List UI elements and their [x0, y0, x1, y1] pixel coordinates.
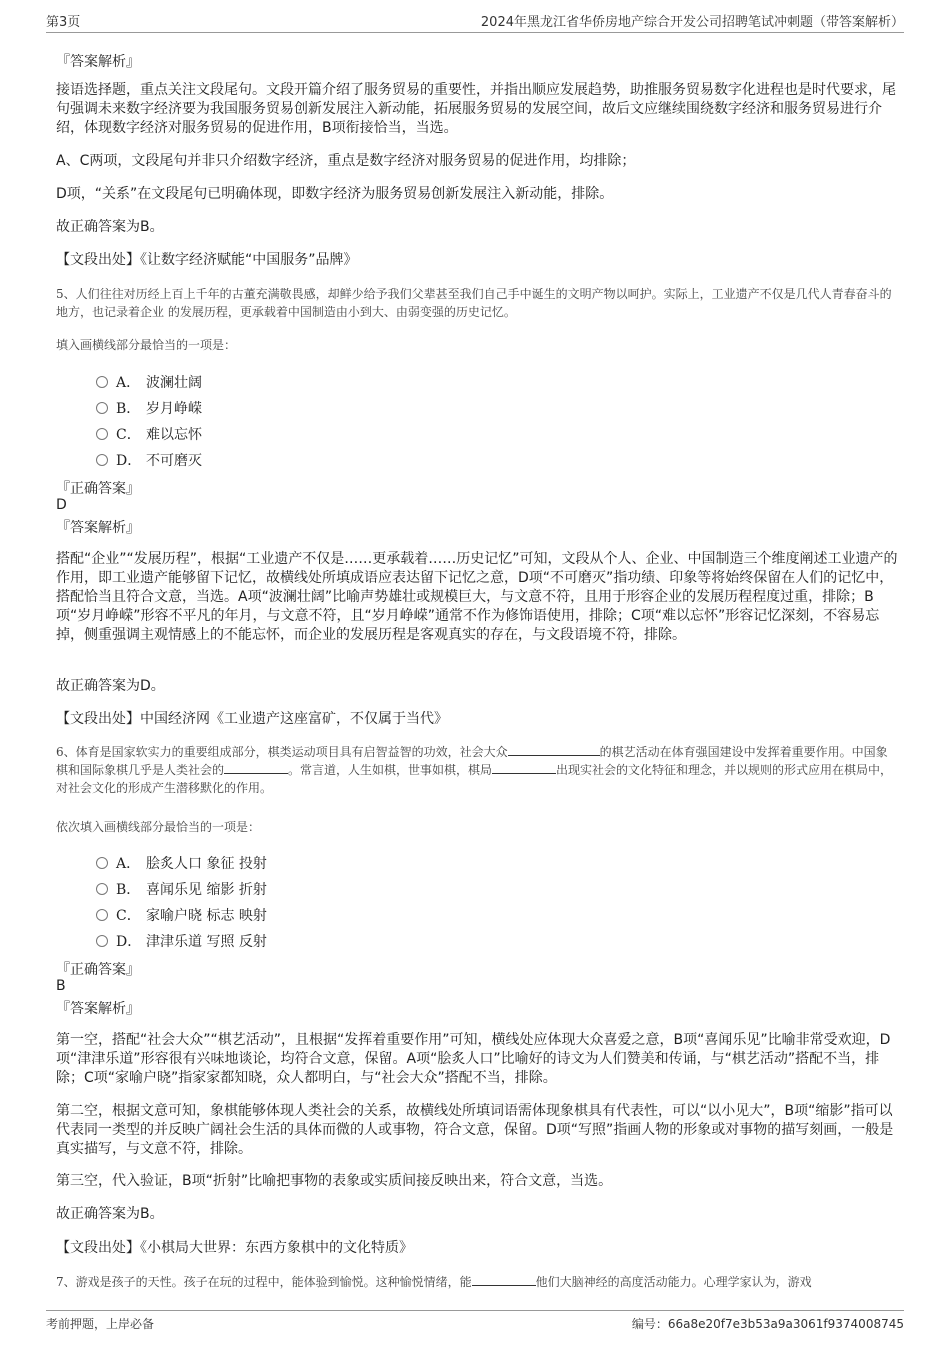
q4-analysis-label: 『答案解析』 [56, 54, 140, 70]
q6-option-c[interactable]: C． 家喻户晓 标志 映射 [96, 905, 267, 925]
page-number: 第3页 [46, 15, 81, 30]
q5-option-d[interactable]: D． 不可磨灭 [96, 450, 202, 470]
q5-option-a[interactable]: A． 波澜壮阔 [96, 372, 202, 392]
footer-slogan: 考前押题，上岸必备 [46, 1317, 155, 1331]
q5-source: 【文段出处】中国经济网《工业遗产这座富矿，不仅属于当代》 [56, 711, 448, 727]
q6-option-b[interactable]: B． 喜闻乐见 缩影 折射 [96, 879, 267, 899]
q7-stem: 7、游戏是孩子的天性。孩子在玩的过程中，能体验到愉悦。这种愉悦情绪，能 他们大脑神经的高度活动能力。心理学家认为，游戏 [56, 1275, 812, 1289]
q6-analysis-p1: 第一空，搭配“社会大众”“棋艺活动”，且根据“发挥着重要作用”可知，横线处应体现大众喜爱之意，B项“喜闻乐见”比喻非常受欢迎，D项“津津乐道”形容很有兴味地谈论，均符合文意，保留。A项“脍炙人口”比喻好的诗文为人们赞美和传诵，与“棋艺活动”搭配不当，排除；C项“家喻户晓”指家家都知晓，众人都明白，与“社会大众”搭配不当，排除。 [56, 1032, 891, 1086]
header-rule [46, 32, 904, 33]
q5-analysis-p1: 搭配“企业”“发展历程”，根据“工业遗产不仅是……更承载着……历史记忆”可知，文段从个人、企业、中国制造三个维度阐述工业遗产的作用，即工业遗产能够留下记忆，故横线处所填成语应表达留下记忆之意，D项“不可磨灭”指功绩、印象等将始终保留在人们的记忆中，搭配恰当且符合文意，当选。A项“波澜壮阔”比喻声势雄壮或规模巨大，与文意不符，且用于形容企业的发展历程程度过重，排除；B项“岁月峥嵘”形容不平凡的年月，与文意不符，且“岁月峥嵘”通常不作为修饰语使用，排除；C项“难以忘怀”形容记忆深刻，不容易忘掉，侧重强调主观情感上的不能忘怀，而企业的发展历程是客观真实的存在，与文段语境不符，排除。 [56, 551, 898, 643]
radio-icon[interactable] [96, 402, 108, 414]
q5-correct-answer: D [56, 497, 67, 513]
footer-rule [46, 1310, 904, 1311]
q4-analysis-p1: 接语选择题，重点关注文段尾句。文段开篇介绍了服务贸易的重要性，并指出顺应发展趋势，助推服务贸易数字化进程也是时代要求，尾句强调未来数字经济要为我国服务贸易创新发展注入新动能，拓展服务贸易的发展空间，故后文应继续围绕数字经济和服务贸易进行介绍，体现数字经济对服务贸易的促进作用，B项衔接恰当，当选。 [56, 82, 896, 136]
q6-ask: 依次填入画横线部分最恰当的一项是： [56, 820, 261, 834]
document-title: 2024年黑龙江省华侨房地产综合开发公司招聘笔试冲刺题（带答案解析） [480, 15, 904, 30]
q4-source: 【文段出处】《让数字经济赋能“中国服务”品牌》 [56, 252, 358, 268]
q6-analysis-p2: 第二空，根据文意可知，象棋能够体现人类社会的关系，故横线处所填词语需体现象棋具有代表性，可以“以小见大”，B项“缩影”指可以代表同一类型的并反映广阔社会生活的具体而微的人或事物，符合文意，保留。D项“写照”指画人物的形象或对事物的描写刻画，一般是真实描写，与文意不符，排除。 [56, 1103, 894, 1157]
radio-icon[interactable] [96, 857, 108, 869]
q5-stem: 5、人们往往对历经上百上千年的古董充满敬畏感，却鲜少给予我们父辈甚至我们自己手中诞生的文明产物以呵护。实际上，工业遗产不仅是几代人青春奋斗的地方，也记录着企业 的发展历程，更承载着中国制造由小到大、由弱变强的历史记忆。 [56, 287, 892, 319]
q6-answer-line: 故正确答案为B。 [56, 1206, 164, 1222]
q4-analysis-p3: D项，“关系”在文段尾句已明确体现，即数字经济为服务贸易创新发展注入新动能，排除。 [56, 186, 614, 202]
blank-1 [472, 1273, 536, 1286]
document-id: 编号：66a8e20f7e3b53a9a3061f9374008745 [631, 1317, 904, 1331]
blank-2 [224, 761, 288, 774]
radio-icon[interactable] [96, 883, 108, 895]
q6-option-d[interactable]: D． 津津乐道 写照 反射 [96, 931, 267, 951]
page-header [0, 0, 950, 34]
q6-source: 【文段出处】《小棋局大世界：东西方象棋中的文化特质》 [56, 1240, 413, 1256]
q6-stem: 6、体育是国家软实力的重要组成部分，棋类运动项目具有启智益智的功效，社会大众 的棋艺活动在体育强国建设中发挥着重要作用。中国象棋和国际象棋几乎是人类社会的 。常言道，人生如棋，世事如棋，棋局 出现实社会的文化特征和理念，并以规则的形式应用在棋局中，对社会文化的形成产生潜移默化的作用。 [56, 745, 893, 795]
q5-ask: 填入画横线部分最恰当的一项是： [56, 338, 237, 352]
blank-1 [508, 743, 600, 756]
radio-icon[interactable] [96, 935, 108, 947]
radio-icon[interactable] [96, 909, 108, 921]
q4-analysis-p2: A、C两项，文段尾句并非只介绍数字经济，重点是数字经济对服务贸易的促进作用，均排除； [56, 153, 636, 169]
radio-icon[interactable] [96, 454, 108, 466]
radio-icon[interactable] [96, 428, 108, 440]
q5-option-b[interactable]: B． 岁月峥嵘 [96, 398, 202, 418]
q6-correct-answer: B [56, 978, 66, 994]
q6-correct-label: 『正确答案』 [56, 962, 140, 978]
q5-answer-line: 故正确答案为D。 [56, 678, 165, 694]
q6-option-a[interactable]: A． 脍炙人口 象征 投射 [96, 853, 267, 873]
blank-3 [492, 761, 556, 774]
q6-analysis-label: 『答案解析』 [56, 1001, 140, 1017]
q6-analysis-p3: 第三空，代入验证，B项“折射”比喻把事物的表象或实质间接反映出来，符合文意，当选。 [56, 1173, 613, 1189]
q5-correct-label: 『正确答案』 [56, 481, 140, 497]
q5-analysis-label: 『答案解析』 [56, 520, 140, 536]
radio-icon[interactable] [96, 376, 108, 388]
q5-option-c[interactable]: C． 难以忘怀 [96, 424, 202, 444]
q4-answer-line: 故正确答案为B。 [56, 219, 164, 235]
